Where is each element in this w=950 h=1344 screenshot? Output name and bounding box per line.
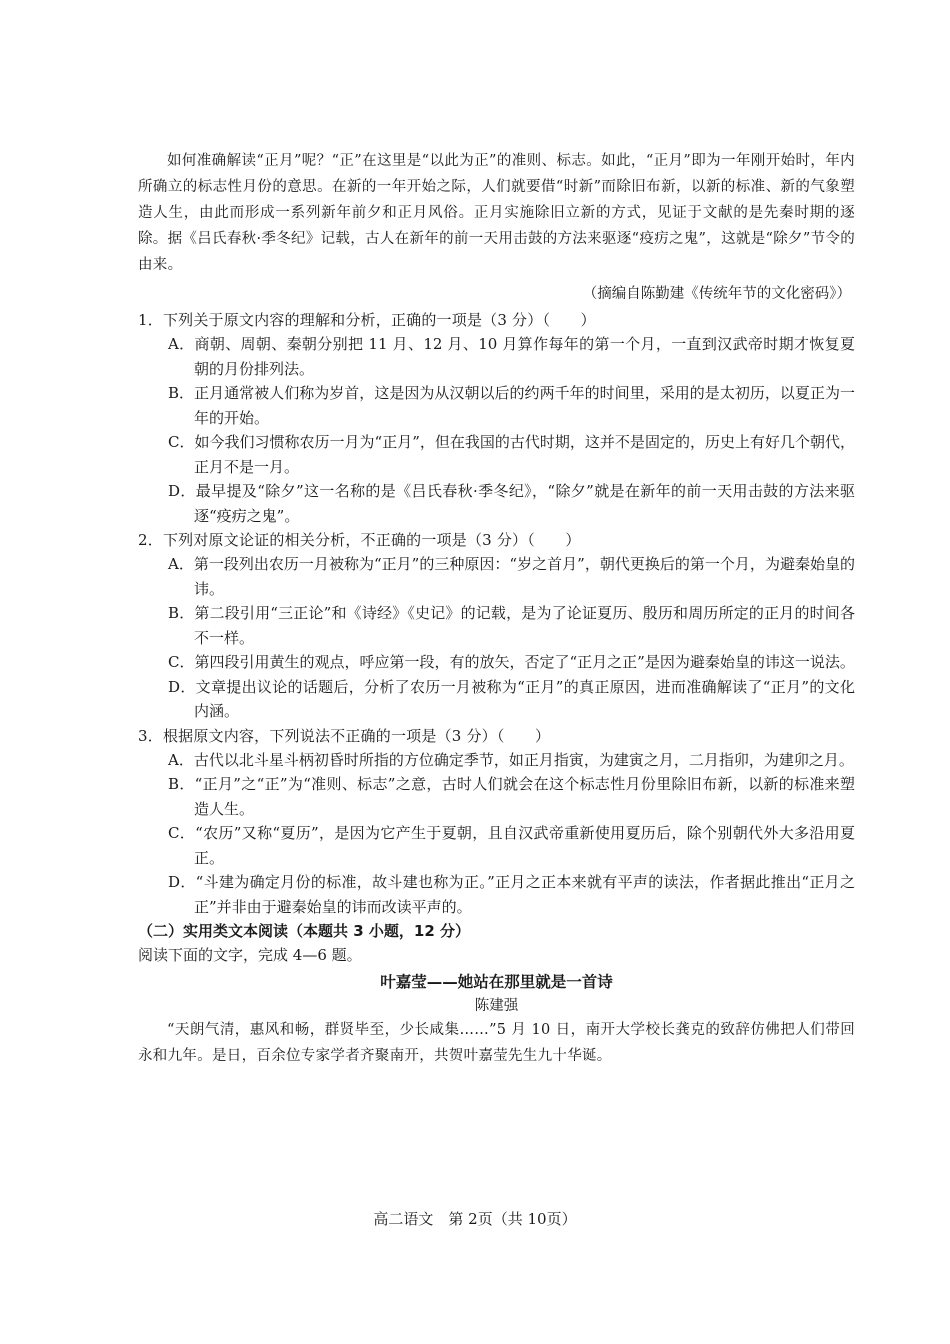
option-a: A．第一段列出农历一月被称为“正月”的三种原因：“岁之首月”，朝代更换后的第一个月，为避秦始皇的讳。 xyxy=(168,555,855,598)
section-title: （二）实用类文本阅读（本题共 3 小题，12 分） xyxy=(138,922,470,940)
option-d: D．“斗建为确定月份的标准，故斗建也称为正。”正月之正本来就有平声的读法，作者据此推出“正月之正”并非由于避秦始皇的讳而改读平声的。 xyxy=(168,873,855,916)
question-2 xyxy=(138,528,855,724)
article-paragraph: “天朗气清，惠风和畅，群贤毕至，少长咸集……”5 月 10 日，南开大学校长龚克的致辞仿佛把人们带回永和九年。是日，百余位专家学者齐聚南开，共贺叶嘉莹先生九十华诞。 xyxy=(138,1022,855,1064)
option-c: C．“农历”又称“夏历”，是因为它产生于夏朝，且自汉武帝重新使用夏历后，除个别朝代外大多沿用夏正。 xyxy=(168,824,855,867)
option-d: D．最早提及“除夕”这一名称的是《吕氏春秋·季冬纪》，“除夕”就是在新年的前一天用击鼓的方法来驱逐“疫疠之鬼”。 xyxy=(168,482,855,525)
option-c: C．如今我们习惯称农历一月为“正月”，但在我国的古代时期，这并不是固定的，历史上有好几个朝代，正月不是一月。 xyxy=(168,433,855,476)
article-author: 陈建强 xyxy=(474,998,519,1014)
article-title: 叶嘉莹——她站在那里就是一首诗 xyxy=(380,973,613,991)
question-stem: 1．下列关于原文内容的理解和分析，正确的一项是（3 分）（ ） xyxy=(138,311,596,329)
question-3 xyxy=(138,724,855,920)
question-stem: 2．下列对原文论证的相关分析，不正确的一项是（3 分）（ ） xyxy=(138,531,581,549)
section-instruction: 阅读下面的文字，完成 4—6 题。 xyxy=(138,946,362,964)
option-b: B．“正月”之“正”为“准则、标志”之意，古时人们就会在这个标志性月份里除旧布新，以新的标准来塑造人生。 xyxy=(168,775,855,818)
option-c: C．第四段引用黄生的观点，呼应第一段，有的放矢，否定了“正月之正”是因为避秦始皇的讳这一说法。 xyxy=(168,653,855,671)
option-d: D．文章提出议论的话题后，分析了农历一月被称为“正月”的真正原因，进而准确解读了“正月”的文化内涵。 xyxy=(168,677,855,720)
question-stem: 3．根据原文内容，下列说法不正确的一项是（3 分）（ ） xyxy=(138,726,551,745)
question-1 xyxy=(138,308,855,528)
source-note: （摘编自陈勤建《传统年节的文化密码》） xyxy=(582,286,851,302)
option-b: B．正月通常被人们称为岁首，这是因为从汉朝以后的约两千年的时间里，采用的是太初历，以夏正为一年的开始。 xyxy=(168,384,855,427)
intro-paragraph: 如何准确解读“正月”呢？“正”在这里是“以此为正”的准则、标志。如此，“正月”即为一年刚开始时，年内所确立的标志性月份的意思。在新的一年开始之际，人们就要借“时新”而除旧布新，以新的标准、新的气象塑造人生，由此而形成一系列新年前夕和正月风俗。正月实施除旧立新的方式，见证于文献的是先秦时期的逐除。据《吕氏春秋·季冬纪》记载，古人在新年的前一天用击鼓的方法来驱逐“疫疠之鬼”，这就是“除夕”节令的由来。 xyxy=(138,153,855,273)
option-a: A．古代以北斗星斗柄初昏时所指的方位确定季节，如正月指寅，为建寅之月，二月指卯，为建卯之月。 xyxy=(168,750,854,769)
option-a: A．商朝、周朝、秦朝分别把 11 月、12 月、10 月算作每年的第一个月，一直到汉武帝时期才恢复夏朝的月份排列法。 xyxy=(168,335,855,378)
option-b: B．第二段引用“三正论”和《诗经》《史记》的记载，是为了论证夏历、殷历和周历所定的正月的时间各不一样。 xyxy=(168,604,855,647)
page-footer: 高二语文 第 2页（共 10页） xyxy=(373,1210,577,1228)
